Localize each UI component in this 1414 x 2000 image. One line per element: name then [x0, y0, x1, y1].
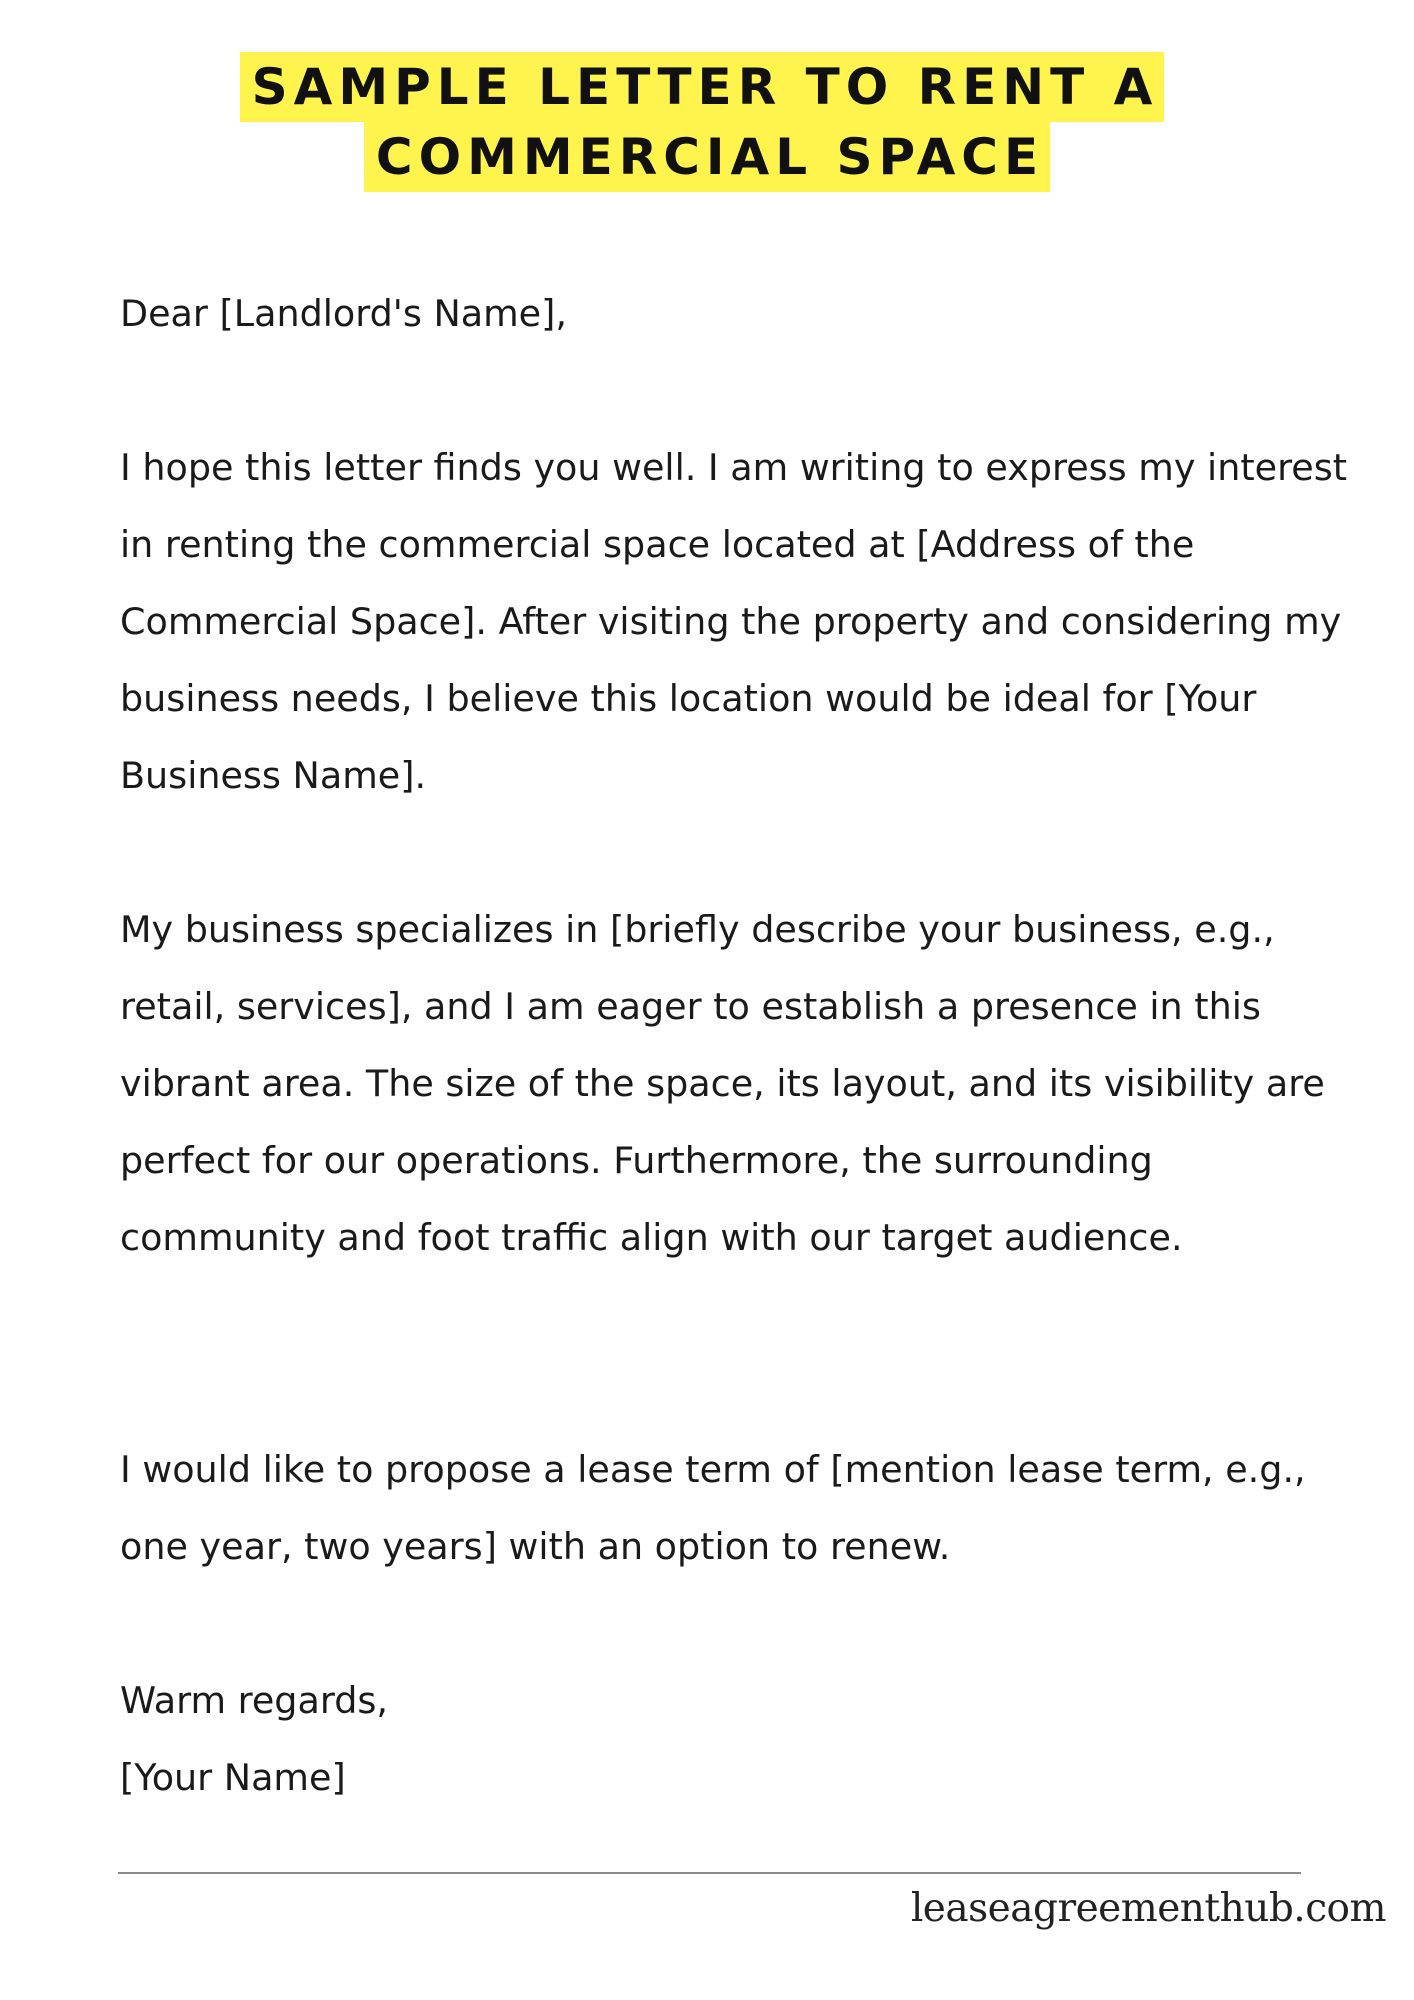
letter-paragraph-2: [120, 891, 1350, 1276]
signature-text: [Your Name]: [120, 1756, 346, 1799]
document-title: [0, 52, 1414, 192]
salutation-text: Dear [Landlord's Name],: [120, 292, 567, 335]
footer-divider: [118, 1872, 1301, 1874]
letter-signature: [120, 1739, 1350, 1816]
closing-text: Warm regards,: [120, 1679, 388, 1722]
letter-paragraph-1: [120, 429, 1350, 814]
footer-website: leaseagreementhub.com: [910, 1886, 1386, 1931]
title-line-2: COMMERCIAL SPACE: [364, 122, 1050, 192]
paragraph-3-text: I would like to propose a lease term of [mention lease term, e.g., one year, two years] with an option to renew.: [120, 1448, 1306, 1568]
paragraph-2-text: My business specializes in [briefly describe your business, e.g., retail, services], and I am eager to establish a presence in this vibrant area. The size of the space, its layout, and its visibility are perfect for our operations. Furthermore, the surrounding community and foot traffic align with our target audience.: [120, 908, 1325, 1259]
title-line-1: SAMPLE LETTER TO RENT A: [240, 52, 1165, 122]
letter-paragraph-3: [120, 1431, 1350, 1585]
letter-salutation: [120, 275, 1350, 352]
letter-closing: [120, 1662, 1350, 1739]
paragraph-1-text: I hope this letter finds you well. I am writing to express my interest in renting the commercial space located at [Address of the Commercial Space]. After visiting the property and considering my business needs, I believe this location would be ideal for [Your Business Name].: [120, 446, 1348, 797]
